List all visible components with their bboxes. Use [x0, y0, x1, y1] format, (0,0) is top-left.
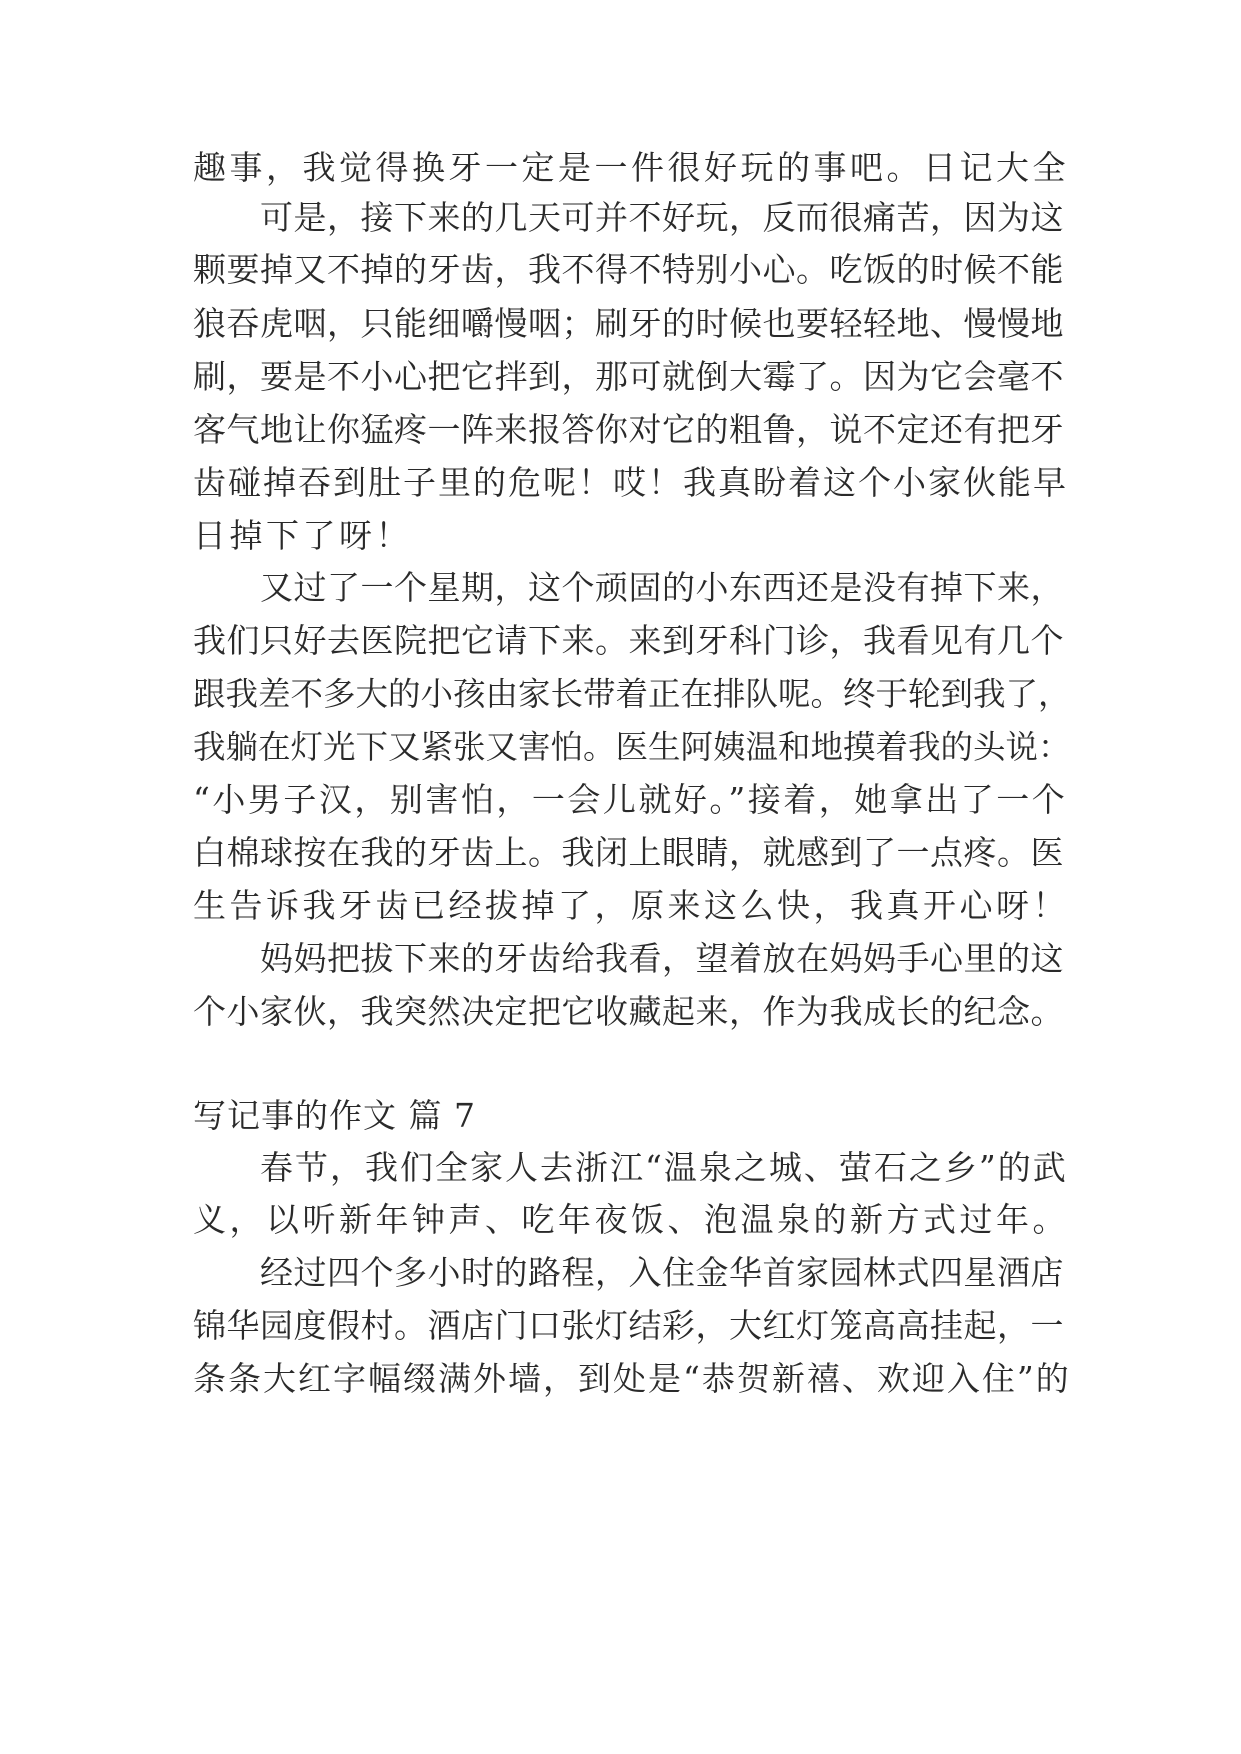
text-line: 客气地让你猛疼一阵来报答你对它的粗鲁，说不定还有把牙 [193, 410, 1064, 449]
text-line: 跟我差不多大的小孩由家长带着正在排队呢。终于轮到我了， [193, 675, 1071, 713]
text-line: 刷，要是不小心把它拌到，那可就倒大霉了。因为它会毫不 [193, 357, 1064, 396]
text-line: 义，以听新年钟声、吃年夜饭、泡温泉的新方式过年。 [193, 1200, 1069, 1239]
text-line: 日掉下了呀！ [193, 516, 412, 555]
paragraph-start-line: 经过四个多小时的路程，入住金华首家园林式四星酒店 [260, 1253, 1064, 1292]
paragraph-start-line: 春节，我们全家人去浙江“温泉之城、萤石之乡”的武 [260, 1148, 1068, 1187]
text-line: 白棉球按在我的牙齿上。我闭上眼睛，就感到了一点疼。医 [193, 833, 1064, 872]
text-line: 狼吞虎咽，只能细嚼慢咽；刷牙的时候也要轻轻地、慢慢地 [193, 304, 1064, 343]
text-line: 趣事，我觉得换牙一定是一件很好玩的事吧。日记大全 [193, 148, 1069, 187]
text-line: 生告诉我牙齿已经拔掉了，原来这么快，我真开心呀！ [193, 886, 1069, 925]
section-heading: 写记事的作文 篇 7 [193, 1096, 476, 1135]
text-line: 我们只好去医院把它请下来。来到牙科门诊，我看见有几个 [193, 621, 1064, 660]
paragraph-start-line: 可是，接下来的几天可并不好玩，反而很痛苦，因为这 [260, 198, 1064, 237]
paragraph-start-line: 又过了一个星期，这个顽固的小东西还是没有掉下来， [260, 568, 1064, 607]
text-line: 颗要掉又不掉的牙齿，我不得不特别小心。吃饭的时候不能 [193, 250, 1064, 289]
text-line: 条条大红字幅缀满外墙，到处是“恭贺新禧、欢迎入住”的 [193, 1359, 1071, 1398]
text-line: 个小家伙，我突然决定把它收藏起来，作为我成长的纪念。 [193, 992, 1064, 1031]
text-line: 我躺在灯光下又紧张又害怕。医生阿姨温和地摸着我的头说： [193, 728, 1071, 766]
text-line: 齿碰掉吞到肚子里的危呢！哎！我真盼着这个小家伙能早 [193, 463, 1068, 502]
text-line: 锦华园度假村。酒店门口张灯结彩，大红灯笼高高挂起，一 [193, 1306, 1064, 1345]
paragraph-start-line: 妈妈把拔下来的牙齿给我看，望着放在妈妈手心里的这 [260, 939, 1064, 978]
text-line: “小男子汉，别害怕，一会儿就好。”接着，她拿出了一个 [193, 780, 1068, 819]
